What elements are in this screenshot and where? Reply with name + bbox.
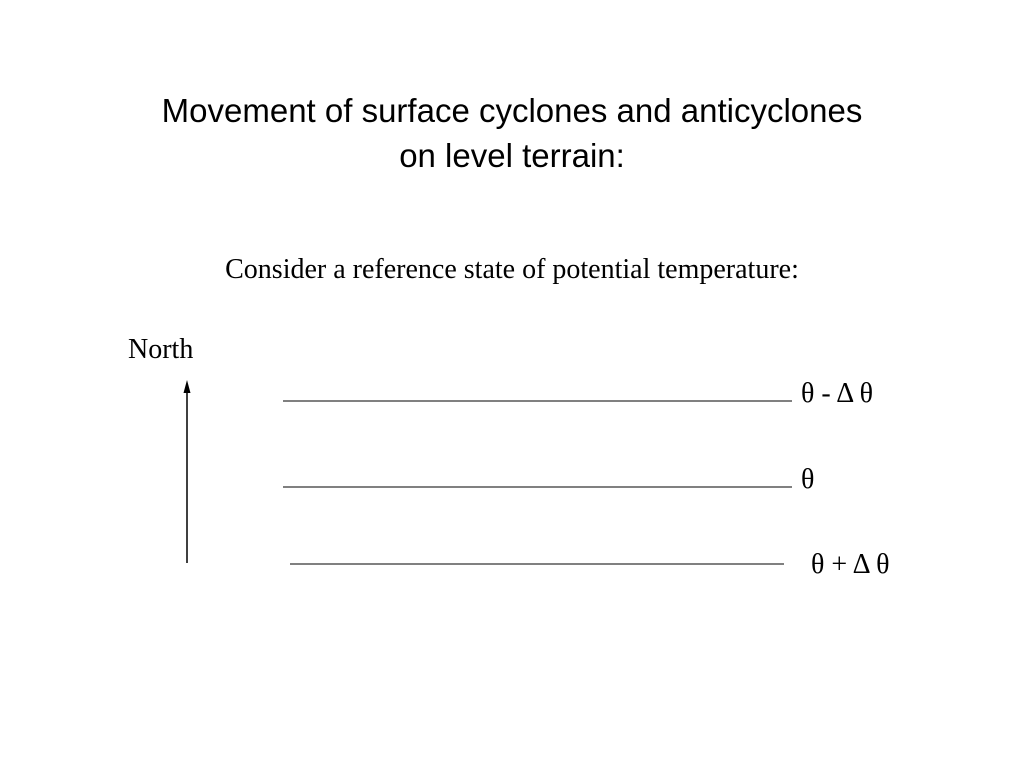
isentrope-label-upper: θ - Δ θ [801,378,874,409]
slide-title-line-1: Movement of surface cyclones and anticyclones [161,92,863,129]
north-label: North [128,334,194,365]
isentrope-label-middle: θ [801,464,815,495]
slide-title-line-2: on level terrain: [399,137,625,174]
isentrope-label-lower: θ + Δ θ [811,549,890,580]
slide-subtitle: Consider a reference state of potential temperature: [225,254,799,285]
north-arrowhead [184,380,191,393]
